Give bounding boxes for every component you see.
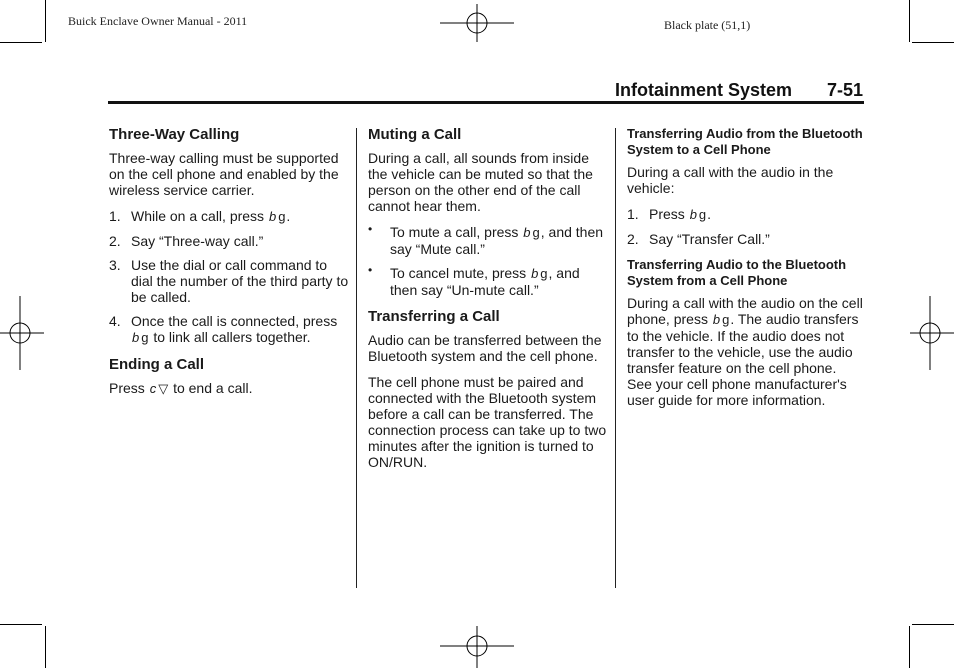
voice-icon: g <box>278 209 286 224</box>
hang-up-icon: c <box>149 381 157 396</box>
crop-mark <box>909 626 910 668</box>
bullet-icon: • <box>368 222 373 236</box>
list-item: 2. Say “Transfer Call.” <box>627 231 770 247</box>
plate-label: Black plate (51,1) <box>664 18 751 32</box>
paragraph: During a call with the audio in the vehicle: <box>627 164 834 196</box>
heading-transferring-a-call: Transferring a Call <box>368 308 500 325</box>
voice-icon: g <box>141 330 149 345</box>
phone-icon: b <box>523 225 531 240</box>
list-item: 2. Say “Three-way call.” <box>109 233 264 249</box>
column-divider <box>615 128 616 588</box>
page-number: 7-51 <box>827 80 864 100</box>
phone-icon: b <box>712 312 721 327</box>
voice-icon: g <box>698 207 707 222</box>
voice-icon: g <box>540 266 548 281</box>
heading-transfer-to-phone: Transferring Audio from the Bluetooth System to a Cell Phone <box>627 126 863 157</box>
phone-icon: b <box>132 330 140 345</box>
registration-mark-icon <box>440 626 514 668</box>
voice-icon: g <box>532 225 540 240</box>
crop-mark <box>0 42 42 43</box>
paragraph: Three-way calling must be supported on the cell phone and enabled by the wireless service carrier. <box>109 150 339 198</box>
document-title: Buick Enclave Owner Manual - 2011 <box>68 14 248 28</box>
column-divider <box>356 128 357 588</box>
list-item: 1. Press b g. <box>627 206 712 222</box>
triangle-down-icon: ▽ <box>158 381 169 396</box>
paragraph: The cell phone must be paired and connected with the Bluetooth system before a call can be transferred. The connection process can take up to two minutes after the ignition is turned to ON/RUN. <box>368 374 607 470</box>
bullet-list <box>368 224 608 298</box>
crop-mark <box>912 624 954 625</box>
steps-list <box>109 208 349 346</box>
crop-mark <box>45 0 46 42</box>
crop-mark <box>45 626 46 668</box>
list-item: 3. Use the dial or call command to dial the number of the third party to be called. <box>109 257 349 305</box>
paragraph: Press c ▽ to end a call. <box>109 380 253 396</box>
crop-mark <box>912 42 954 43</box>
phone-icon: b <box>531 266 539 281</box>
list-item: 4. Once the call is connected, press b g to link all callers together. <box>109 313 338 345</box>
paragraph: During a call with the audio on the cell phone, press b g. The audio transfers to the vehicle. If the audio does not transfer to the vehicle, use the audio transfer feature on the cell phone. See your cell phone manufacturer's user guide for more information. <box>627 295 863 408</box>
column-3 <box>627 126 865 418</box>
steps-list <box>627 206 865 247</box>
column-2 <box>368 126 608 480</box>
crop-mark <box>909 0 910 42</box>
phone-icon: b <box>268 209 277 224</box>
list-item: • To mute a call, press b g, and then say “Mute call.” <box>368 222 604 257</box>
phone-icon: b <box>689 207 697 222</box>
column-1 <box>109 126 349 407</box>
heading-ending-a-call: Ending a Call <box>109 356 205 373</box>
paragraph: Audio can be transferred between the Bluetooth system and the cell phone. <box>368 332 602 364</box>
registration-mark-icon <box>0 296 44 370</box>
header-rule <box>108 101 864 104</box>
list-item: • To cancel mute, press b g, and then say “Un-mute call.” <box>368 263 580 298</box>
paragraph: During a call, all sounds from inside the vehicle can be muted so that the person on the other end of the call cannot hear them. <box>368 150 593 214</box>
section-title: Infotainment System <box>615 80 793 100</box>
heading-muting-a-call: Muting a Call <box>368 126 462 143</box>
list-item: 1. While on a call, press b g. <box>109 208 291 224</box>
bullet-icon: • <box>368 263 373 277</box>
heading-three-way-calling: Three-Way Calling <box>109 126 240 143</box>
voice-icon: g <box>722 312 730 327</box>
registration-mark-icon <box>910 296 954 370</box>
crop-mark <box>0 624 42 625</box>
heading-transfer-to-system: Transferring Audio to the Bluetooth System from a Cell Phone <box>627 257 847 288</box>
registration-mark-icon <box>440 4 514 42</box>
